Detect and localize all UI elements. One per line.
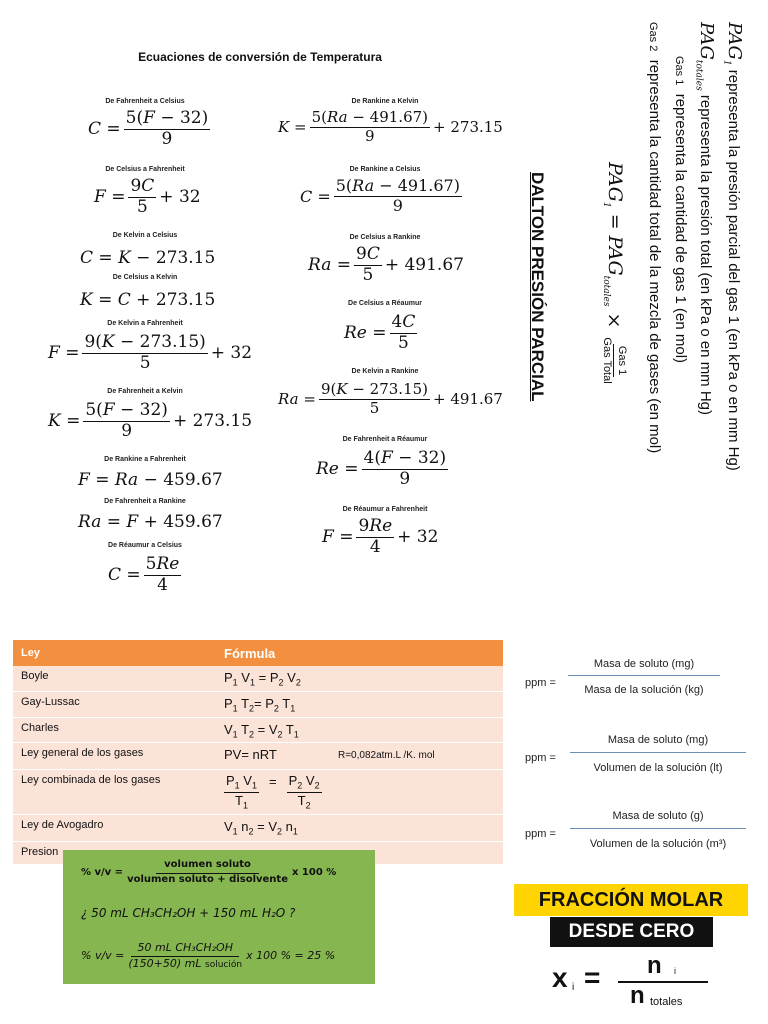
percent-volume-card xyxy=(63,850,375,984)
eq-re-to-f: F = $\frac{9Re}{4}$ + 32 xyxy=(322,516,439,557)
eq-c-to-r: Ra = $\frac{9C}{5}$ + 491.67 xyxy=(308,244,464,285)
row-ley: Boyle xyxy=(21,670,49,682)
eq-re-to-c: C = $\frac{5Re}{4}$ xyxy=(108,554,180,595)
dalton-gas1: Gas 1 representa la cantidad de gas 1 (en mol) xyxy=(672,56,689,364)
label-f-to-re: De Fahrenheit a Réaumur xyxy=(342,436,428,443)
row-formula: $P_1$ $V_1 = P_2$ $V_2$ xyxy=(224,670,301,688)
eq-r-to-c: C = $\frac{5(Ra - 491.67)}{9}$ xyxy=(300,176,460,215)
ppm-label-3: ppm = xyxy=(525,828,556,840)
row-ley: Ley de Avogadro xyxy=(21,819,104,831)
dalton-partial-pressure-panel xyxy=(515,22,747,612)
row-formula: $\frac{P_1 V_1}{T_1}$ = $\frac{P_2 V_2}{T_2}$ xyxy=(226,773,320,811)
row-ley: Charles xyxy=(21,722,59,734)
gas-constant: R=0,082atm.L /K. mol xyxy=(338,750,435,761)
eq-f-to-c: C = $\frac{5(F - 32)}{9}$ xyxy=(88,108,209,149)
eq-k-to-c: C = K − 273.15 xyxy=(80,248,216,268)
eq-k-to-r: Ra = $\frac{9(K - 273.15)}{5}$ + 491.67 xyxy=(278,380,503,417)
dalton-line-2: $PAG_{totales}$ representa la presión total (en kPa o en mm Hg) xyxy=(693,22,717,416)
dalton-gas2: Gas 2 representa la cantidad total de la mezcla de gases (en mol) xyxy=(646,22,663,454)
label-c-to-re: De Celsius a Réaumur xyxy=(348,300,422,307)
eq-r-to-f: F = Ra − 459.67 xyxy=(78,470,223,490)
label-f-to-c: De Fahrenheit a Celsius xyxy=(105,98,185,105)
molar-formula: x i = n i n totales xyxy=(552,952,752,1012)
molar-title: FRACCIÓN MOLAR xyxy=(514,884,748,916)
label-c-to-k: De Celsius a Kelvin xyxy=(112,274,178,281)
molar-subtitle: DESDE CERO xyxy=(550,917,713,947)
row-ley: Ley combinada de los gases xyxy=(21,774,161,786)
label-c-to-r: De Celsius a Rankine xyxy=(349,234,421,241)
percent-example: % v/v = $\frac{\text{50 mL CH₃CH₂OH}}{\text{(150+50) mL solución}}$ x 100 % = 25 % xyxy=(81,941,336,970)
ppm-label-1: ppm = xyxy=(525,677,556,689)
header-ley: Ley xyxy=(21,647,40,659)
table-row xyxy=(13,743,503,770)
header-formula: Fórmula xyxy=(224,646,276,661)
temperature-title: Ecuaciones de conversión de Temperatura xyxy=(138,50,382,64)
ppm-formula-2: Masa de soluto (mg) Volumen de la solución (lt) xyxy=(570,734,746,774)
label-k-to-r: De Kelvin a Rankine xyxy=(351,368,419,375)
label-r-to-f: De Rankine a Fahrenheit xyxy=(104,456,186,463)
eq-f-to-r: Ra = F + 459.67 xyxy=(78,512,223,532)
temperature-conversion-panel xyxy=(10,22,510,612)
eq-c-to-f: F = $\frac{9C}{5}$ + 32 xyxy=(94,176,201,217)
table-row xyxy=(13,666,503,692)
row-formula: $V_1$ $T_2 = V_2$ $T_1$ xyxy=(224,722,299,740)
table-row xyxy=(13,718,503,743)
label-c-to-f: De Celsius a Fahrenheit xyxy=(105,166,185,173)
label-re-to-f: De Réaumur a Fahrenheit xyxy=(342,506,428,513)
label-r-to-k: De Rankine a Kelvin xyxy=(351,98,419,105)
label-r-to-c: De Rankine a Celsius xyxy=(349,166,421,173)
dalton-title: DALTON PRESIÓN PARCIAL xyxy=(528,172,547,402)
table-header xyxy=(13,640,503,666)
row-formula: $V_1$ $n_2 = V_2$ $n_1$ xyxy=(224,819,298,837)
row-ley: Presion xyxy=(21,846,59,858)
eq-f-to-re: Re = $\frac{4(F - 32)}{9}$ xyxy=(316,448,447,489)
percent-formula: % v/v = $\frac{\text{volumen soluto}}{\text{volumen soluto + disolvente}}$ x 100 % xyxy=(81,859,337,885)
eq-c-to-re: Re = $\frac{4C}{5}$ xyxy=(344,312,416,353)
table-row xyxy=(13,770,503,815)
label-f-to-k: De Fahrenheit a Kelvin xyxy=(107,388,183,395)
eq-k-to-f: F = $\frac{9(K - 273.15)}{5}$ + 32 xyxy=(48,332,253,373)
row-ley: Gay-Lussac xyxy=(21,696,80,708)
eq-c-to-k: K = C + 273.15 xyxy=(80,290,216,310)
row-ley: Ley general de los gases xyxy=(21,747,144,759)
ppm-label-2: ppm = xyxy=(525,752,556,764)
label-k-to-f: De Kelvin a Fahrenheit xyxy=(107,320,183,327)
row-formula: PV= nRT R=0,082atm.L /K. mol xyxy=(224,747,435,762)
dalton-formula: $PAG_1 = PAG_{totales}$ × Gas 1 Gas Total xyxy=(601,162,628,384)
percent-question: ¿ 50 mL CH₃CH₂OH + 150 mL H₂O ? xyxy=(81,906,296,920)
dalton-rotated-content xyxy=(515,22,747,612)
label-re-to-c: De Réaumur a Celsius xyxy=(108,542,182,549)
ppm-formula-3: Masa de soluto (g) Volumen de la solución (m³) xyxy=(570,810,746,850)
gas-laws-table xyxy=(13,640,503,864)
ppm-formula-1: Masa de soluto (mg) Masa de la solución (kg) xyxy=(568,658,720,696)
eq-f-to-k: K = $\frac{5(F - 32)}{9}$ + 273.15 xyxy=(48,400,253,441)
label-f-to-r: De Fahrenheit a Rankine xyxy=(104,498,186,505)
dalton-line-1: $PAG_1$ representa la presión parcial del gas 1 (en kPa o en mm Hg) xyxy=(721,22,745,471)
label-k-to-c: De Kelvin a Celsius xyxy=(112,232,178,239)
row-formula: $P_1$ $T_2= P_2$ $T_1$ xyxy=(224,696,296,714)
eq-r-to-k: K = $\frac{5(Ra - 491.67)}{9}$ + 273.15 xyxy=(278,108,503,145)
table-row xyxy=(13,692,503,718)
table-row xyxy=(13,815,503,842)
